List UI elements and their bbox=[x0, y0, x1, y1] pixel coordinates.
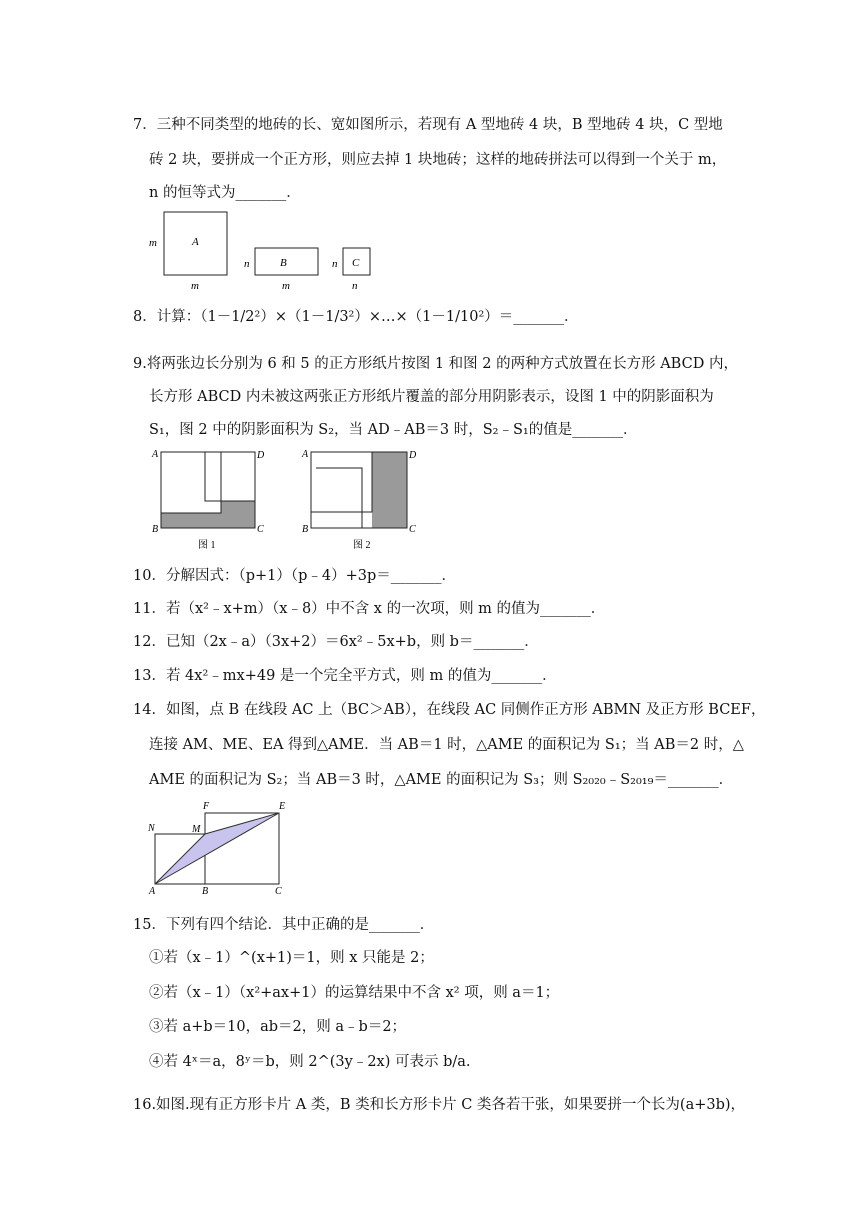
fig1-label-c: C bbox=[257, 524, 264, 535]
q7-line-2: 砖 2 块，要拼成一个正方形，则应去掉 1 块地砖；这样的地砖拼法可以得到一个关于 m， bbox=[149, 152, 727, 168]
tile-b-label: B bbox=[280, 257, 287, 269]
q14-label-a: A bbox=[149, 886, 156, 897]
tile-a-side-m: m bbox=[149, 237, 157, 249]
fig1-label-a: A bbox=[152, 449, 159, 460]
fig1-label-b: B bbox=[152, 524, 159, 535]
q14-label-c: C bbox=[275, 886, 282, 897]
q14-label-n: N bbox=[148, 823, 155, 834]
q9-figure-2 bbox=[298, 446, 428, 554]
fig2-label-a: A bbox=[302, 449, 309, 460]
q14-label-b: B bbox=[202, 886, 209, 897]
q15-item-1: ①若（x﹣1）^(x+1)＝1，则 x 只能是 2； bbox=[149, 950, 434, 966]
fig1-label-d: D bbox=[257, 450, 265, 461]
q7-line-3: n 的恒等式为_______． bbox=[149, 185, 301, 201]
q15-item-3: ③若 a+b＝10，ab＝2，则 a﹣b＝2； bbox=[149, 1019, 407, 1035]
tile-b-side-n: n bbox=[244, 258, 250, 270]
q10-text: 10．分解因式：（p+1）（p﹣4）+3p＝_______． bbox=[133, 568, 457, 584]
q9-line-3: S₁，图 2 中的阴影面积为 S₂，当 AD﹣AB＝3 时，S₂﹣S₁的值是_______． bbox=[149, 422, 638, 438]
tile-b-bottom-m: m bbox=[282, 280, 290, 290]
q9-line-2: 长方形 ABCD 内未被这两张正方形纸片覆盖的部分用阴影表示，设图 1 中的阴影面积为 bbox=[149, 389, 714, 405]
fig2-label-d: D bbox=[409, 450, 417, 461]
q14-label-f: F bbox=[203, 801, 210, 812]
tile-c-label: C bbox=[352, 257, 360, 269]
fig2-label-b: B bbox=[302, 524, 309, 535]
q16-text: 16.如图.现有正方形卡片 A 类，B 类和长方形卡片 C 类各若干张，如果要拼一个长为(a+3b)， bbox=[133, 1097, 746, 1113]
tile-c-side-n: n bbox=[332, 258, 338, 270]
fig1-caption: 图 1 bbox=[198, 540, 216, 551]
q9-figure-1 bbox=[148, 446, 278, 554]
q15-item-4: ④若 4ˣ＝a，8ʸ＝b，则 2^(3y﹣2x) 可表示 b/a. bbox=[149, 1054, 471, 1070]
q14-figure bbox=[140, 798, 300, 898]
q8-text: 8．计算：（1－1/2²）×（1－1/3²）×…×（1－1/10²）＝_______． bbox=[133, 309, 579, 325]
q13-text: 13．若 4x²﹣mx+49 是一个完全平方式，则 m 的值为_______． bbox=[133, 668, 557, 684]
tile-a-label: A bbox=[192, 236, 199, 248]
q14-line-3: AME 的面积记为 S₂；当 AB＝3 时，△AME 的面积记为 S₃；则 S₂₀₂₀﹣S₂₀₁₉＝_______． bbox=[149, 772, 734, 788]
q15-stem: 15．下列有四个结论．其中正确的是_______． bbox=[133, 917, 435, 933]
q15-item-2: ②若（x﹣1）（x²+ax+1）的运算结果中不含 x² 项，则 a＝1； bbox=[149, 985, 560, 1001]
fig2-caption: 图 2 bbox=[353, 540, 371, 551]
q14-line-1: 14．如图，点 B 在线段 AC 上（BC＞AB），在线段 AC 同侧作正方形 ABMN 及正方形 BCEF， bbox=[133, 702, 766, 718]
fig2-label-c: C bbox=[409, 524, 416, 535]
q14-label-e: E bbox=[279, 801, 286, 812]
q7-tile-figure bbox=[140, 205, 390, 290]
q7-line-1: 7．三种不同类型的地砖的长、宽如图所示，若现有 A 型地砖 4 块，B 型地砖 4 块，C 型地 bbox=[133, 117, 723, 133]
tile-c-bottom-n: n bbox=[352, 280, 358, 290]
q14-line-2: 连接 AM、ME、EA 得到△AME．当 AB＝1 时，△AME 的面积记为 S₁；当 AB＝2 时，△ bbox=[149, 737, 744, 753]
q9-line-1: 9.将两张边长分别为 6 和 5 的正方形纸片按图 1 和图 2 的两种方式放置在长方形 ABCD 内， bbox=[133, 356, 738, 372]
q14-label-m: M bbox=[192, 824, 201, 835]
q12-text: 12．已知（2x﹣a）（3x+2）＝6x²﹣5x+b，则 b＝_______． bbox=[133, 634, 539, 650]
tile-a-bottom-m: m bbox=[191, 280, 199, 290]
q11-text: 11．若（x²﹣x+m）（x﹣8）中不含 x 的一次项，则 m 的值为_______． bbox=[133, 601, 606, 617]
